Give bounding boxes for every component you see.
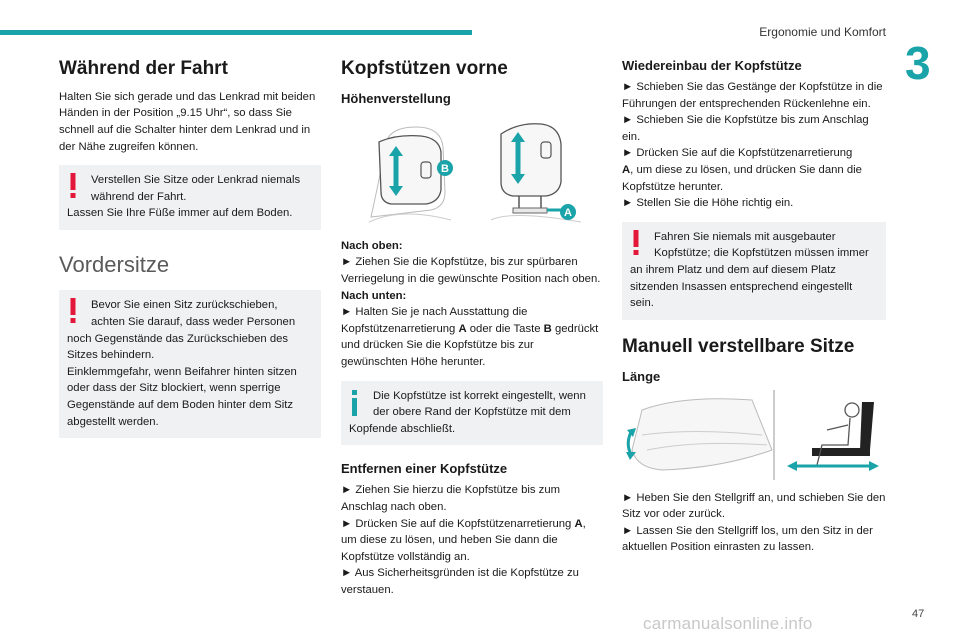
column-1 xyxy=(59,58,321,448)
heading-vordersitze: Vordersitze xyxy=(59,251,170,277)
info-box-headrest xyxy=(341,381,603,446)
heading-manuell-verstellbare-sitze: Manuell verstellbare Sitze xyxy=(622,335,855,357)
info-icon xyxy=(350,390,359,416)
text-run: oder die Taste xyxy=(466,322,544,335)
reinstall-step-4: ► Stellen Sie die Höhe richtig ein. xyxy=(622,197,794,210)
remove-step-1: ► Ziehen Sie hierzu die Kopfstütze bis zum Anschlag nach oben. xyxy=(341,484,561,513)
reinstall-step-1: ► Schieben Sie das Gestänge der Kopfstütze in die Führungen der entsprechenden Rückenlehne ein. xyxy=(622,81,883,110)
column-2 xyxy=(341,58,603,598)
heading-laenge: Länge xyxy=(622,368,661,384)
warning-rest: Einklemmgefahr, wenn Beifahrer hinten sitzen oder dass der Sitz blockiert, wenn sperrige Gegenstände auf dem Boden hinter dem Sitz abgestellt werden. xyxy=(67,365,297,428)
chapter-title: Ergonomie und Komfort xyxy=(759,25,886,39)
info-rest: Kopfende abschließt. xyxy=(349,422,456,435)
warning-lead: Bevor Sie einen Sitz zurückschieben, achten Sie darauf, dass weder Personen xyxy=(91,299,296,328)
heading-hoehenverstellung: Höhenverstellung xyxy=(341,90,451,106)
seat-length-illustration xyxy=(622,390,886,480)
seat-figure xyxy=(622,390,886,480)
ref-a: A xyxy=(574,517,583,530)
warning-lead: Verstellen Sie Sitze oder Lenkrad niemals während der Fahrt. xyxy=(91,174,301,203)
label-a: A xyxy=(564,206,572,219)
info-lead: Die Kopfstütze ist korrekt eingestellt, wenn der obere Rand der Kopfstütze mit dem xyxy=(373,389,586,419)
remove-step-2 xyxy=(341,516,603,566)
text-run: ► Halten Sie je nach Ausstattung die Kopfstützenarretierung xyxy=(341,306,528,335)
ref-a: A xyxy=(622,163,631,176)
ref-b: B xyxy=(543,322,552,335)
heading-wiedereinbau: Wiedereinbau der Kopfstütze xyxy=(622,58,802,73)
chapter-number: 3 xyxy=(905,37,931,89)
seat-closeup-drawing xyxy=(626,390,774,480)
reinstall-step-2: ► Schieben Sie die Kopfstütze bis zum Anschlag ein. xyxy=(622,114,869,143)
page-number: 47 xyxy=(912,608,925,620)
warning-rest: an ihrem Platz und dem auf diesem Platz sitzenden Insassen entsprechend eingestellt sein. xyxy=(630,263,853,310)
nach-unten-label: Nach unten: xyxy=(341,289,407,302)
text-run: , um diese zu lösen, und heben Sie dann die Kopfstütze vollständig an. xyxy=(341,517,586,563)
heading-entfernen: Entfernen einer Kopfstütze xyxy=(341,461,508,477)
text-run: gedrückt und drücken Sie die Kopfstütze bis zur gewünschten Höhe herunter. xyxy=(341,322,599,368)
warning-rest: noch Gegenstände das Zurückschieben des Sitzes behindern. xyxy=(67,332,289,362)
text-run: ► Drücken Sie auf die Kopfstützenarretierung xyxy=(341,517,575,530)
watermark-text: carmanualsonline.info xyxy=(643,614,813,633)
nach-unten-text xyxy=(341,304,603,370)
nach-oben-text: ► Ziehen Sie die Kopfstütze, bis zur spürbaren Verriegelung in die gewünschte Position nach oben. xyxy=(341,256,601,285)
seated-person-drawing xyxy=(787,402,879,471)
ref-a: A xyxy=(458,322,467,335)
text-run: , um diese zu lösen, und drücken Sie dann die Kopfstütze herunter. xyxy=(622,163,862,193)
warning-box-headrest xyxy=(622,222,886,320)
headrest-figure xyxy=(341,112,603,232)
warning-box-seats xyxy=(59,290,321,438)
warning-rest: Lassen Sie Ihre Füße immer auf dem Boden. xyxy=(67,207,293,220)
text-run: ► Drücken Sie auf die Kopfstützenarretierung xyxy=(622,147,853,160)
warning-icon xyxy=(69,298,77,324)
reinstall-step-3 xyxy=(622,145,886,195)
length-step-2: ► Lassen Sie den Stellgriff los, um den Sitz in der aktuellen Position einrasten zu lassen. xyxy=(622,524,873,554)
length-step-1: ► Heben Sie den Stellgriff an, und schieben Sie den Sitz vor oder zurück. xyxy=(622,491,886,521)
driving-paragraph: Halten Sie sich gerade und das Lenkrad mit beiden Händen in der Position „9.15 Uhr“, so dass Sie schnell auf die Schalter hinter dem Lenkrad und in der Nähe zugreifen können. xyxy=(59,90,316,153)
column-3 xyxy=(622,58,886,556)
headrest-left-drawing xyxy=(369,127,453,222)
warning-icon xyxy=(69,173,77,199)
headrest-illustration xyxy=(341,112,603,232)
warning-box-driving xyxy=(59,165,321,230)
nach-oben-label: Nach oben: xyxy=(341,239,403,252)
label-b: B xyxy=(441,162,449,175)
headrest-right-drawing xyxy=(491,124,581,222)
header-accent-bar xyxy=(0,30,472,35)
warning-icon xyxy=(632,230,640,256)
heading-kopfstuetzen-vorne: Kopfstützen vorne xyxy=(341,58,508,79)
remove-step-3: ► Aus Sicherheitsgründen ist die Kopfstütze zu verstauen. xyxy=(341,567,579,596)
warning-lead: Fahren Sie niemals mit ausgebauter Kopfstütze; die Kopfstützen müssen immer xyxy=(654,230,869,260)
heading-waehrend-der-fahrt: Während der Fahrt xyxy=(59,58,228,79)
